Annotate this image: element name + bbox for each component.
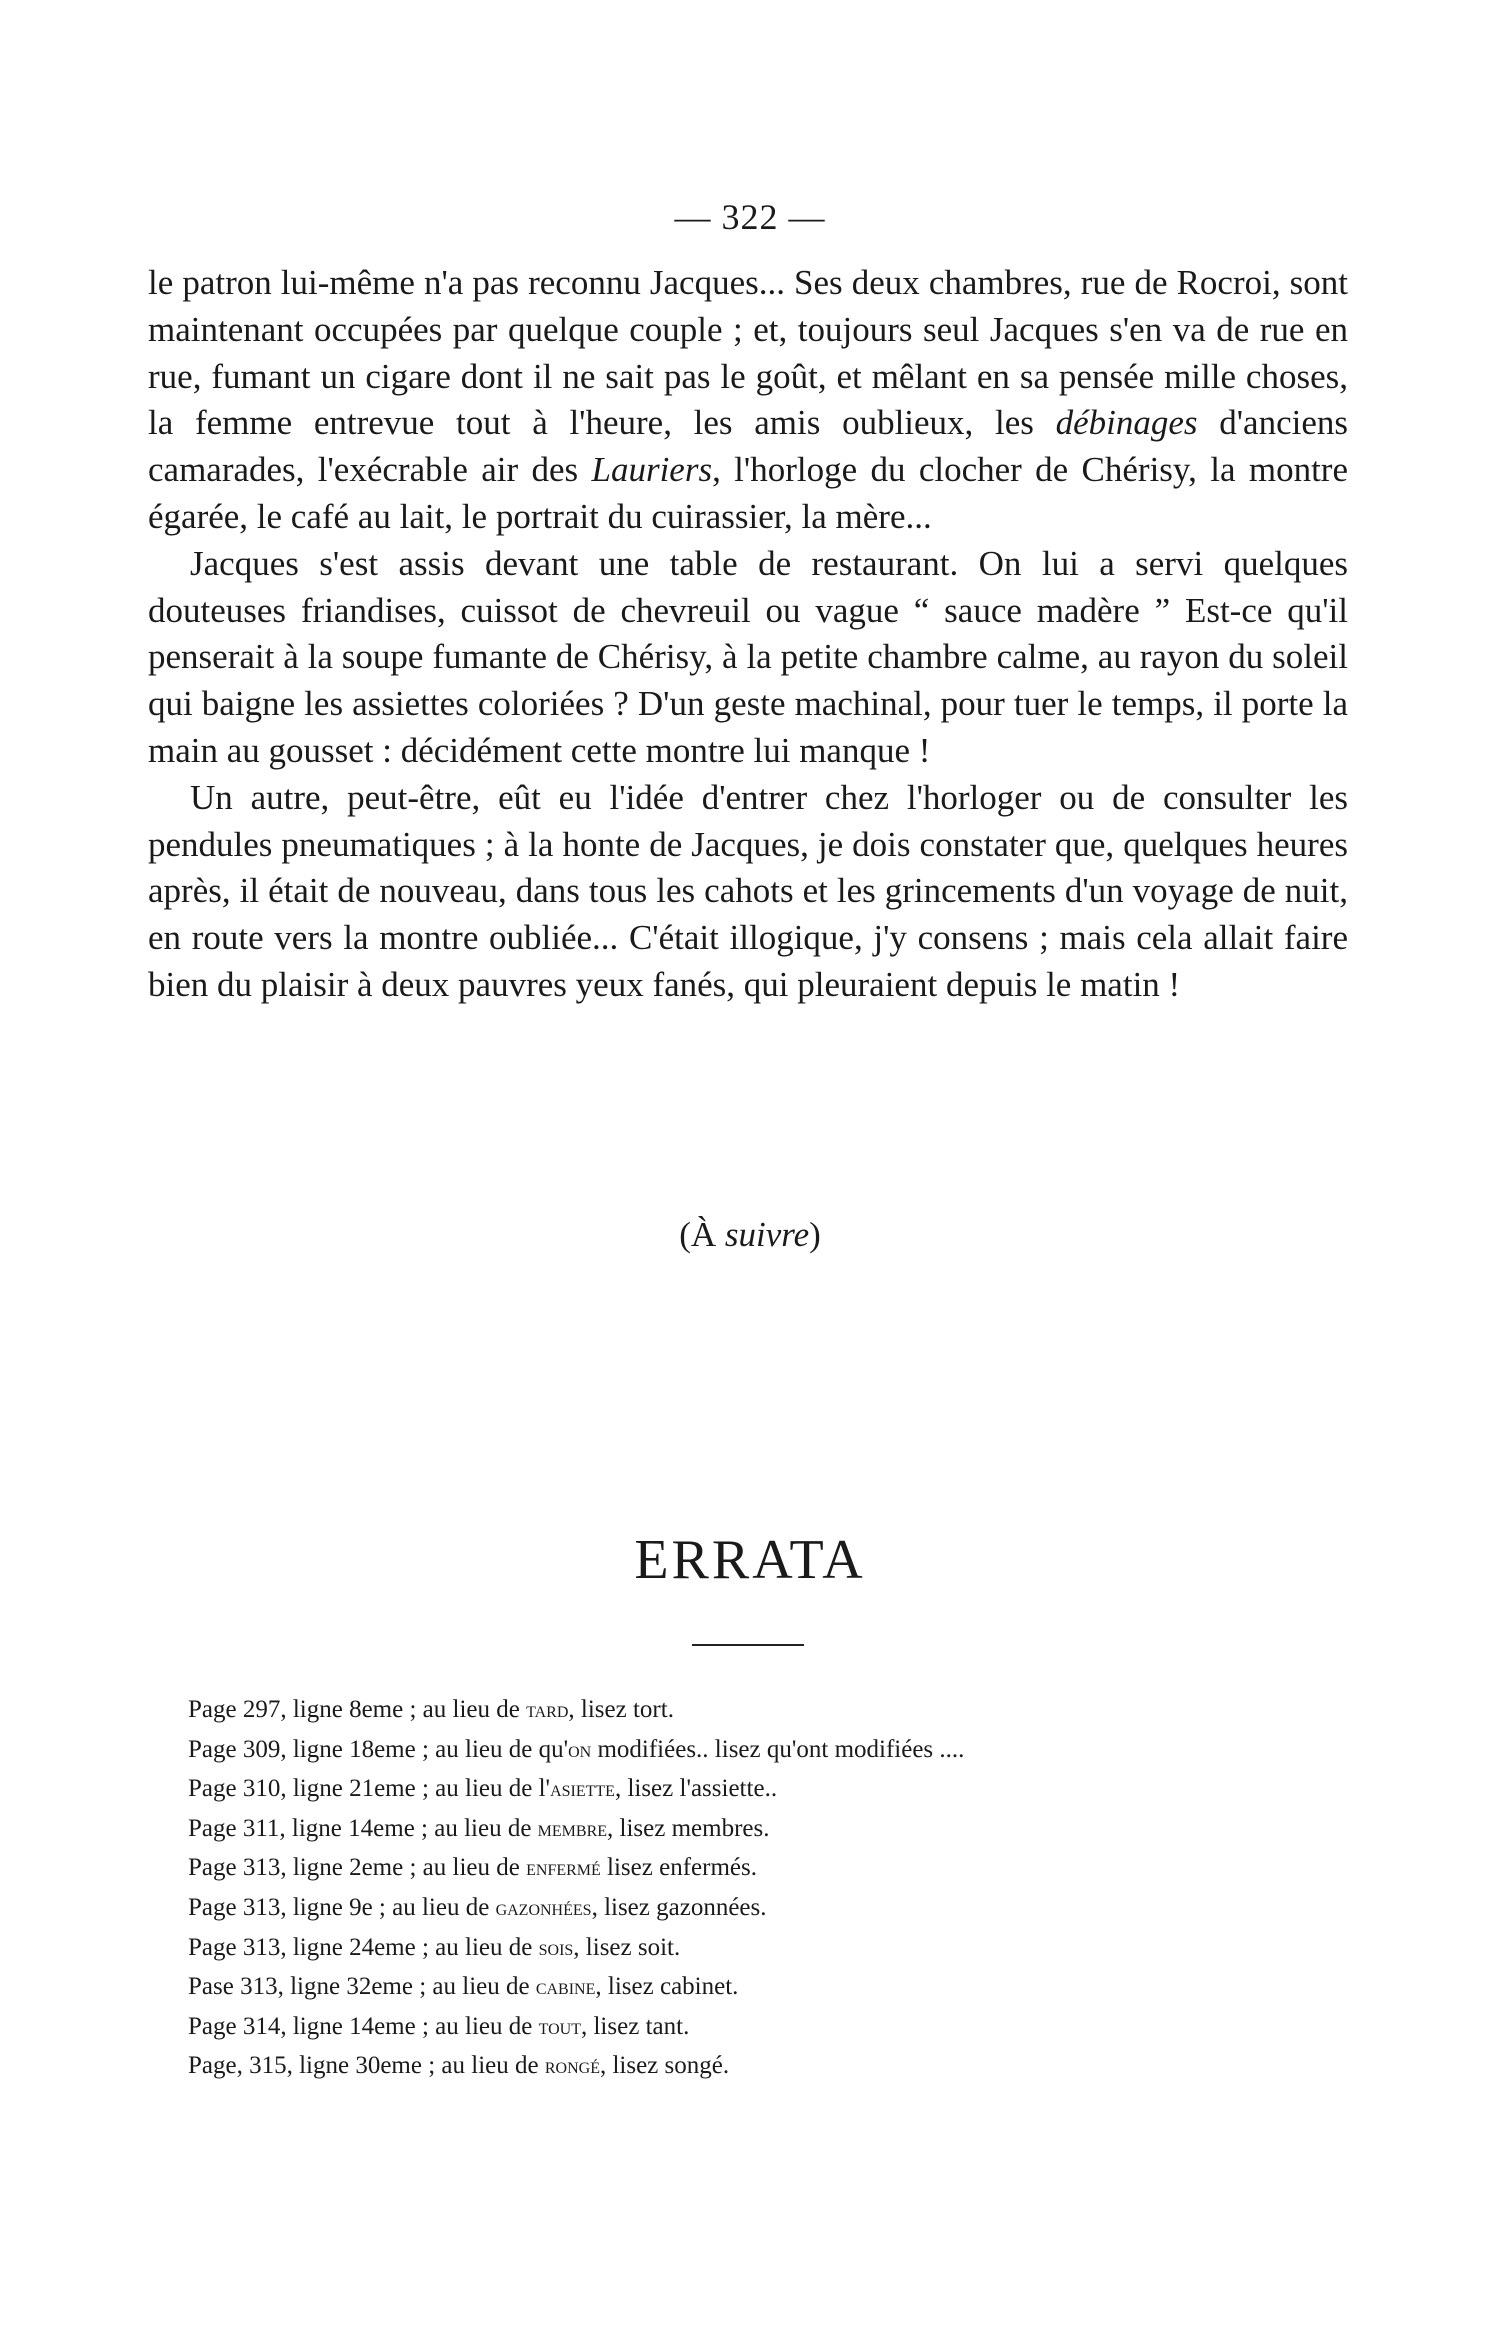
errata-suffix: . <box>760 1893 767 1921</box>
errata-middle: , lisez <box>607 1814 672 1842</box>
errata-wrong-word: sois <box>538 1934 574 1960</box>
errata-list <box>188 1690 1338 2086</box>
errata-suffix: modifiées .... <box>828 1735 965 1763</box>
errata-wrong-word: gazonhées <box>495 1894 592 1920</box>
errata-item <box>188 1888 1338 1928</box>
errata-prefix: Page 314, ligne 14eme ; au lieu de <box>188 2012 539 2040</box>
errata-item <box>188 1730 1338 1770</box>
errata-correct-word: membres <box>671 1814 764 1842</box>
errata-item <box>188 1928 1338 1968</box>
to-be-continued <box>0 1215 1500 1255</box>
errata-wrong-word: tout <box>538 2013 581 2039</box>
errata-correct-word: gazonnées <box>656 1893 761 1921</box>
errata-suffix: . <box>750 1854 757 1882</box>
errata-wrong-word: cabine <box>535 1974 596 2000</box>
errata-middle: lisez <box>600 1854 660 1882</box>
errata-correct-word: l'assiette <box>679 1775 765 1803</box>
page-number: — 322 — <box>674 197 826 237</box>
errata-middle: , lisez <box>591 1893 657 1921</box>
errata-wrong-word: asiette <box>550 1776 615 1802</box>
errata-prefix: Page 309, ligne 18eme ; au lieu de qu' <box>188 1735 569 1763</box>
paragraph-1 <box>148 260 1348 541</box>
errata-correct-word: tant <box>645 2012 684 2040</box>
errata-item <box>188 1690 1338 1730</box>
paragraph-2: Jacques s'est assis devant une table de restaurant. On lui a servi quelques douteuses friandises, cuissot de chevreuil ou vague “ sauce madère ” Est-ce qu'il penserait à la soupe fumante de Chérisy, à la petite chambre calme, au rayon du soleil qui baigne les assiettes coloriées ? D'un geste machinal, pour tuer le temps, il porte la main au gousset : décidément cette montre lui manque ! <box>148 543 1348 770</box>
errata-prefix: Page 313, ligne 9e ; au lieu de <box>188 1893 496 1921</box>
to-follow-open: (À <box>679 1215 725 1254</box>
errata-suffix: . <box>667 1696 674 1723</box>
errata-suffix: . <box>722 2052 730 2080</box>
errata-item <box>188 2007 1338 2047</box>
to-follow-close: ) <box>809 1215 821 1254</box>
errata-prefix: Page 313, ligne 24eme ; au lieu de <box>188 1933 539 1961</box>
errata-item <box>188 2046 1338 2086</box>
paragraph-1-text-middle: d'anciens camarades, l'exécrable air des <box>148 403 1348 490</box>
errata-suffix: . <box>674 1933 681 1961</box>
errata-prefix: Page 311, ligne 14eme ; au lieu de <box>188 1814 538 1842</box>
errata-middle: , lisez <box>573 1933 638 1961</box>
errata-wrong-word: on <box>568 1736 592 1762</box>
errata-divider <box>692 1644 804 1646</box>
errata-correct-word: soit <box>637 1933 674 1961</box>
errata-wrong-word: membre <box>537 1815 608 1841</box>
errata-correct-word: ont <box>796 1735 829 1763</box>
italic-debinages: débinages <box>1055 403 1198 443</box>
errata-middle: modifiées.. lisez qu' <box>591 1735 797 1763</box>
errata-prefix: Pase 313, ligne 32eme ; au lieu de <box>188 1973 536 2001</box>
errata-prefix: Page 310, ligne 21eme ; au lieu de l' <box>188 1775 551 1803</box>
errata-wrong-word: enfermé <box>526 1855 601 1881</box>
errata-correct-word: cabinet <box>659 1973 733 2001</box>
errata-prefix: Page 313, ligne 2eme ; au lieu de <box>188 1854 527 1882</box>
errata-prefix: Page, 315, ligne 30eme ; au lieu de <box>188 2052 545 2080</box>
body-text <box>148 260 1348 1009</box>
errata-wrong-word: tard <box>526 1697 569 1722</box>
errata-item <box>188 1967 1338 2007</box>
errata-heading: ERRATA <box>634 1529 866 1591</box>
errata-suffix: . <box>683 2012 690 2040</box>
italic-lauriers: Lauriers <box>591 450 713 490</box>
errata-middle: , lisez <box>595 1973 660 2001</box>
errata-item <box>188 1809 1338 1849</box>
errata-suffix: . <box>763 1814 770 1842</box>
errata-wrong-word: rongé <box>544 2053 600 2079</box>
errata-middle: , lisez <box>599 2052 665 2080</box>
paragraph-1-text-after: , l'horloge du clocher de Chérisy, la montre égarée, le café au lait, le portrait du cuirassier, la mère... <box>148 450 1348 536</box>
paragraph-3: Un autre, peut-être, eût eu l'idée d'entrer chez l'horloger ou de consulter les pendules pneumatiques ; à la honte de Jacques, je dois constater que, quelques heures après, il était de nouveau, dans tous les cahots et les grincements d'un voyage de nuit, en route vers la montre oubliée... C'était illogique, j'y consens ; mais cela allait faire bien du plaisir à deux pauvres yeux fanés, qui pleuraient depuis le matin ! <box>148 777 1348 1004</box>
errata-middle: , lisez <box>568 1696 633 1723</box>
errata-middle: , lisez <box>580 2012 646 2040</box>
to-follow-italic: suivre <box>724 1215 810 1254</box>
errata-correct-word: enfermés <box>659 1854 751 1882</box>
errata-correct-word: tort <box>632 1696 668 1723</box>
paragraph-1-text-before: le patron lui-même n'a pas reconnu Jacques... Ses deux chambres, rue de Rocroi, sont maintenant occupées par quelque couple ; et, toujours seul Jacques s'en va de rue en rue, fumant un cigare dont il ne sait pas le goût, et mêlant en sa pensée mille choses, la femme entrevue tout à l'heure, les amis oublieux, les <box>148 263 1348 443</box>
errata-suffix: .. <box>764 1775 778 1803</box>
errata-item <box>188 1769 1338 1809</box>
errata-suffix: . <box>732 1973 739 2001</box>
errata-correct-word: songé <box>664 2052 723 2080</box>
errata-middle: , lisez <box>614 1775 680 1803</box>
errata-item <box>188 1848 1338 1888</box>
errata-prefix: Page 297, ligne 8eme ; au lieu de <box>188 1696 527 1723</box>
